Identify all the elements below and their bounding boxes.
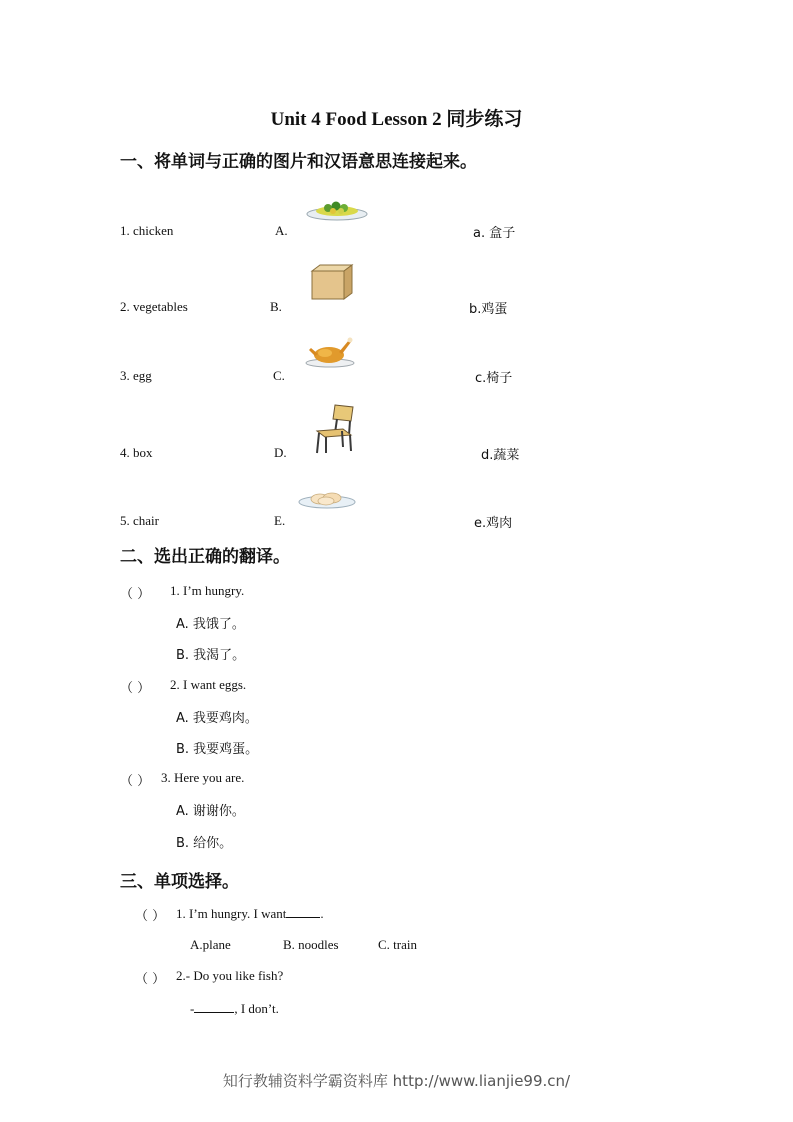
answer-blank-3-2	[194, 1000, 234, 1013]
question-3-1	[176, 905, 324, 922]
question-3-2: 2.- Do you like fish?	[176, 968, 284, 983]
question-2-2: 2. I want eggs.	[170, 677, 247, 692]
answer-paren-2-2: （ ）	[120, 681, 151, 696]
answer-paren-2-1: （ ）	[120, 587, 151, 602]
page-title: Unit 4 Food Lesson 2 同步练习	[270, 109, 523, 130]
option-3-1-c: C. train	[378, 937, 417, 952]
box-icon	[310, 263, 354, 301]
chair-icon	[313, 403, 357, 455]
option-2-1-b: B. 我渴了。	[176, 648, 246, 663]
meaning-d: d.蔬菜	[481, 448, 520, 463]
letter-d: D.	[274, 445, 287, 460]
section1-heading: 一、将单词与正确的图片和汉语意思连接起来。	[120, 152, 477, 172]
roast-chicken-icon	[305, 336, 355, 368]
option-2-1-a: A. 我饿了。	[176, 617, 245, 632]
letter-b: B.	[270, 299, 282, 314]
word-5: 5. chair	[120, 513, 159, 528]
letter-a: A.	[275, 223, 288, 238]
option-2-2-a: A. 我要鸡肉。	[176, 711, 258, 726]
word-3: 3. egg	[120, 368, 152, 383]
question-3-1-end: .	[320, 906, 324, 921]
meaning-a: a. 盒子	[473, 226, 516, 241]
meaning-e: e.鸡肉	[474, 516, 513, 531]
footer-watermark: 知行教辅资料学霸资料库 http://www.lianjie99.cn/	[222, 1072, 571, 1090]
word-4: 4. box	[120, 445, 153, 460]
word-2: 2. vegetables	[120, 299, 188, 314]
letter-e: E.	[274, 513, 286, 528]
answer-blank-3-1	[286, 905, 320, 918]
option-3-1-b: B. noodles	[283, 937, 339, 952]
meaning-b: b.鸡蛋	[469, 302, 508, 317]
option-2-2-b: B. 我要鸡蛋。	[176, 742, 259, 757]
question-2-1: 1. I’m hungry.	[170, 583, 245, 598]
option-2-3-b: B. 给你。	[176, 836, 233, 851]
answer-paren-3-1: （ ）	[135, 909, 166, 924]
eggs-plate-icon	[298, 487, 356, 511]
option-2-3-a: A. 谢谢你。	[176, 804, 245, 819]
answer-end: , I don’t.	[234, 1001, 279, 1016]
option-3-1-a: A.plane	[190, 937, 231, 952]
letter-c: C.	[273, 368, 285, 383]
answer-paren-2-3: （ ）	[120, 774, 151, 789]
answer-line-3-2	[190, 1000, 279, 1017]
answer-paren-3-2: （ ）	[135, 972, 166, 987]
vegetables-plate-icon	[306, 196, 368, 222]
section3-heading: 三、单项选择。	[120, 872, 239, 892]
meaning-c: c.椅子	[475, 371, 513, 386]
word-1: 1. chicken	[120, 223, 174, 238]
question-2-3: 3. Here you are.	[161, 770, 245, 785]
answer-dash: -	[190, 1001, 195, 1016]
section2-heading: 二、选出正确的翻译。	[120, 547, 290, 567]
question-3-1-stem: 1. I’m hungry. I want	[176, 906, 287, 921]
